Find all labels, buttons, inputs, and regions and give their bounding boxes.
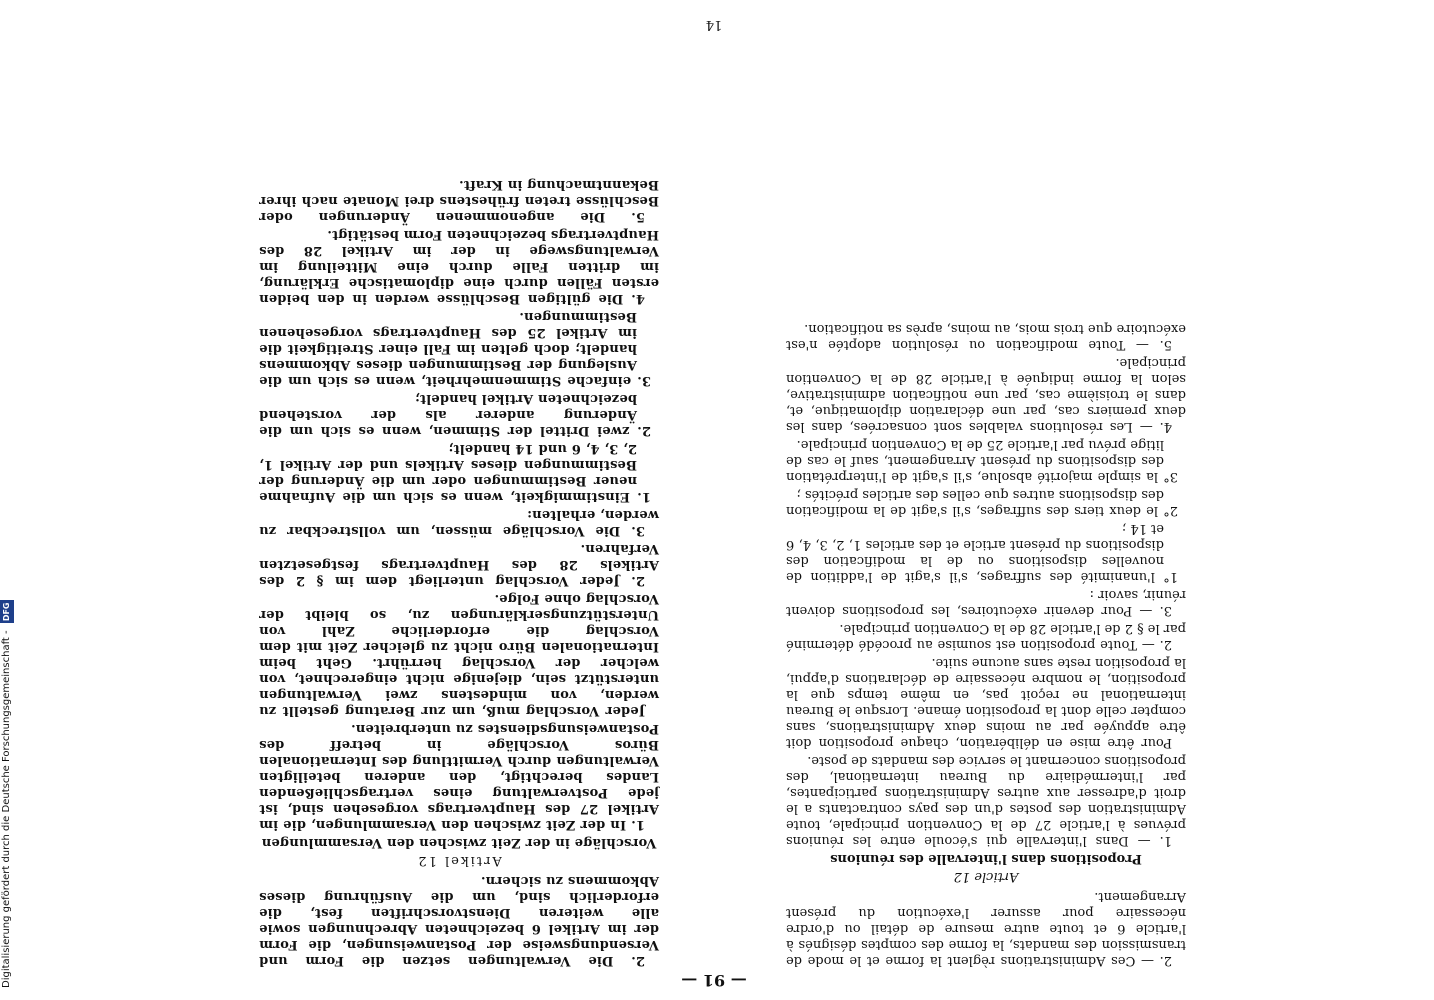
german-para-3: 3. Die Vorschläge müssen, um vollstreckbar zu werden, erhalten: <box>259 507 659 538</box>
digitization-credit <box>0 0 14 1000</box>
french-para-4: 4. — Les résolutions valables sont consacrées, dans les deux premiers cas, par une déclaration diplomatique, et, dans le troisième cas, par une notification administrative, selon la forme indiquée à l'article 28 de la Convention principale. <box>786 355 1186 434</box>
german-para-2b: 2. Jeder Vorschlag unterliegt dem im § 2 des Artikels 28 des Hauptvertrags festgesetzten Verfahren. <box>259 541 659 588</box>
french-article-heading: Propositions dans l'intervalle des réunions <box>830 851 1142 866</box>
credit-text: Digitalisierung gefördert durch die Deutsche Forschungsgemeinschaft - <box>1 630 12 988</box>
german-para-deliberation: Jeder Vorschlag muß, um zur Beratung gestellt zu werden, von mindestens zwei Verwaltungen unterstützt sein, diejenige nicht eingerechnet, von welcher der Vorschlag herrührt. Geht beim Internationalen Büro nicht zu gleicher Zeit mit dem Vorschlag die erforderliche Zahl von Unterstützungserklärungen zu, so bleibt der Vorschlag ohne Folge. <box>259 591 659 718</box>
french-para-2b: 2. — Toute proposition est soumise au procédé déterminé par le § 2 de l'article 28 de la Convention principale. <box>786 621 1186 652</box>
german-item: 3. einfache Stimmenmehrheit, wenn es sich um die Auslegung der Bestimmungen dieses Abkommens handelt; doch gelten im Fall einer Streitigkeit die im Artikel 25 des Hauptvertrags vorgesehenen Bestimmungen. <box>259 309 651 388</box>
german-item: 2. zwei Drittel der Stimmen, wenn es sich um die Änderung anderer als der vorstehend bezeichneten Artikel handelt; <box>259 391 651 438</box>
french-para-deliberation: Pour être mise en délibération, chaque proposition doit être appuyée par au moins deux Administrations, sans compter celle dont la proposition émane. Lorsque le Bureau international ne reçoit pas, en même temps que la proposition, le nombre nécessaire de déclarations d'appui, la proposition reste sans aucune suite. <box>786 655 1186 750</box>
german-para-5: 5. Die angenommenen Änderungen oder Beschlüsse treten frühestens drei Monate nach ihrer Bekanntmachung in Kraft. <box>259 177 659 224</box>
german-para-1: 1. In der Zeit zwischen den Versammlungen, die im Artikel 27 des Hauptvertrags vorgesehen sind, ist jede Postverwaltung eines vertragschließenden Landes berechtigt, den anderen beteiligten Verwaltungen durch Vermittlung des Internationalen Büros Vorschläge in betreff des Postanweisungsdienstes zu unterbreiten. <box>259 721 659 832</box>
french-item: 3° la simple majorité absolue, s'il s'agit de l'interprétation des dispositions du présent Arrangement, sauf le cas de litige prévu par l'article 25 de la Convention principale. <box>786 437 1178 484</box>
german-para-4: 4. Die gültigen Beschlüsse werden in den beiden ersten Fällen durch eine diplomatische Erklärung, im dritten Falle durch eine Mitteilung im Verwaltungswege in der im Artikel 28 des Hauptvertrags bezeichneten Form bestätigt. <box>259 227 659 306</box>
german-column <box>259 174 659 968</box>
german-para-2: 2. Die Verwaltungen setzen die Form und Versendungsweise der Postanweisungen, die Form der im Artikel 6 bezeichneten Abrechnungen sowie alle weiteren Dienstvorschriften fest, die erforderlich sind, um die Ausführung dieses Abkommens zu sichern. <box>259 873 659 968</box>
french-para-2: 2. — Ces Administrations règlent la forme et le mode de transmission des mandats, la forme des comptes désignés à l'article 6 et toute autre mesure de détail ou d'ordre nécessaire pour assurer l'exécution du présent Arrangement. <box>786 889 1186 968</box>
credit-text-wrapper <box>0 0 14 1000</box>
french-para-1: 1. — Dans l'intervalle qui s'écoule entre les réunions prévues à l'article 27 de la Convention principale, toute Administration des postes d'un des pays contractants a le droit d'adresser aux autres Administrations participantes, par l'intermédiaire du Bureau international, des propositions concernant le service des mandats de poste. <box>786 753 1186 848</box>
french-column <box>786 318 1186 968</box>
french-article-title: Article 12 <box>953 869 1019 884</box>
footer-page-number: 14 <box>705 17 723 32</box>
german-article-heading: Vorschläge in der Zeit zwischen den Versammlungen <box>261 835 657 850</box>
german-item: 1. Einstimmigkeit, wenn es sich um die Aufnahme neuer Bestimmungen oder um die Änderung der Bestimmungen dieses Artikels und der Artikel 1, 2, 3, 4, 6 und 14 handelt; <box>259 441 651 504</box>
french-para-3: 3. — Pour devenir exécutoires, les propositions doivent réunir, savoir : <box>786 587 1186 618</box>
french-para-5: 5. — Toute modification ou résolution adoptée n'est exécutoire que trois mois, au moins, après sa notification. <box>786 321 1186 352</box>
french-item: 1° l'unanimité des suffrages, s'il s'agit de l'addition de nouvelles dispositions ou de la modification des dispositions du présent article et des articles 1, 2, 3, 4, 6 et 14 ; <box>786 521 1178 584</box>
german-article-title: Artikel 12 <box>416 853 502 868</box>
dfg-logo: DFG <box>0 601 14 624</box>
french-item: 2° le deux tiers des suffrages, s'il s'agit de la modification des dispositions autres que celles des articles précités ; <box>786 487 1178 518</box>
page-number-header: — 91 — <box>681 971 747 990</box>
